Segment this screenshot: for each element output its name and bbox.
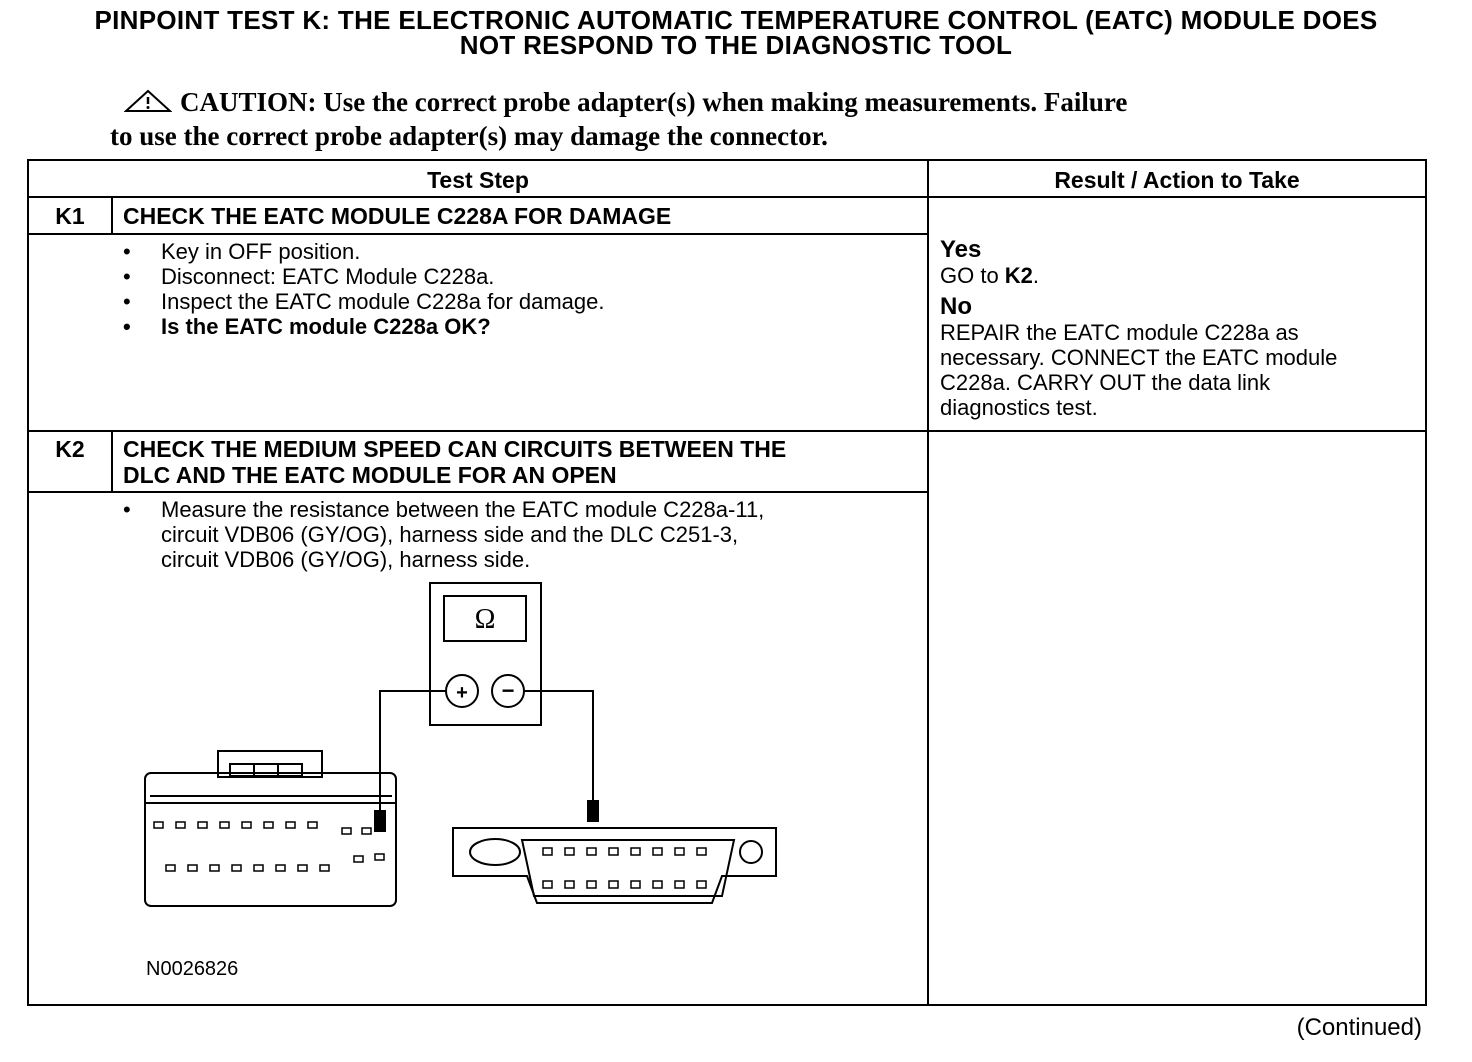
k1-no-line: necessary. CONNECT the EATC module bbox=[940, 345, 1338, 370]
ohmmeter-wiring-diagram bbox=[110, 578, 810, 943]
warning-triangle-icon bbox=[124, 88, 172, 120]
eatc-connector-c228a bbox=[145, 773, 396, 906]
negative-lead bbox=[524, 691, 593, 803]
k1-no-line: diagnostics test. bbox=[940, 395, 1098, 420]
header-test-step: Test Step bbox=[427, 167, 529, 193]
caution-note bbox=[110, 86, 1350, 152]
list-item: • Inspect the EATC module C228a for damage. bbox=[123, 289, 605, 314]
header-result: Result / Action to Take bbox=[1054, 167, 1300, 193]
k2-id-divider bbox=[111, 430, 113, 491]
k1-id-divider bbox=[111, 196, 113, 233]
title-line-1: PINPOINT TEST K: THE ELECTRONIC AUTOMATIC TEMPERATURE CONTROL (EATC) MODULE DOES bbox=[94, 5, 1378, 35]
negative-probe-tip bbox=[587, 800, 599, 822]
caution-line-2: to use the correct probe adapter(s) may damage the connector. bbox=[110, 121, 828, 151]
continued-label: (Continued) bbox=[1296, 1014, 1422, 1041]
k2-step-list bbox=[123, 497, 764, 572]
k2-title-line-1: CHECK THE MEDIUM SPEED CAN CIRCUITS BETWEEN THE bbox=[123, 436, 787, 462]
minus-sign: − bbox=[501, 678, 515, 703]
k1-title-divider bbox=[29, 233, 927, 235]
k1-step-title: CHECK THE EATC MODULE C228A FOR DAMAGE bbox=[123, 203, 672, 229]
k1-result bbox=[940, 237, 1420, 420]
page-title bbox=[0, 5, 1472, 60]
caution-line-1: CAUTION: Use the correct probe adapter(s) when making measurements. Failure bbox=[180, 87, 1128, 117]
list-item: • Key in OFF position. bbox=[123, 239, 605, 264]
k1-yes-link-k2[interactable]: K2 bbox=[1004, 263, 1033, 288]
k2-step-title bbox=[123, 436, 786, 488]
k1-row-divider bbox=[29, 430, 1425, 432]
list-item: • Is the EATC module C228a OK? bbox=[123, 314, 605, 339]
column-divider bbox=[927, 161, 929, 1004]
k1-yes-action: GO to K2. bbox=[940, 263, 1040, 288]
k1-no-label: No bbox=[940, 293, 972, 320]
plus-sign: + bbox=[456, 682, 468, 704]
list-item: • Measure the resistance between the EATC module C228a-11, circuit VDB06 (GY/OG), harness side and the DLC C251-3, circuit VDB06 (GY/OG), harness side. bbox=[123, 497, 764, 572]
k2-title-divider bbox=[29, 491, 927, 493]
k2-step-id: K2 bbox=[55, 436, 85, 462]
header-divider bbox=[29, 196, 1425, 198]
k1-no-line: C228a. CARRY OUT the data link bbox=[940, 370, 1271, 395]
k1-step-id: K1 bbox=[55, 203, 85, 229]
positive-lead bbox=[380, 691, 446, 813]
k2-title-line-2: DLC AND THE EATC MODULE FOR AN OPEN bbox=[123, 462, 617, 488]
positive-probe-tip bbox=[374, 810, 386, 832]
figure-id: N0026826 bbox=[146, 958, 239, 980]
k1-yes-label: Yes bbox=[940, 236, 982, 263]
list-item: • Disconnect: EATC Module C228a. bbox=[123, 264, 605, 289]
k1-step-list bbox=[123, 239, 605, 339]
title-line-2: NOT RESPOND TO THE DIAGNOSTIC TOOL bbox=[459, 30, 1013, 60]
ohm-symbol: Ω bbox=[474, 604, 496, 635]
k1-no-line: REPAIR the EATC module C228a as bbox=[940, 320, 1299, 345]
